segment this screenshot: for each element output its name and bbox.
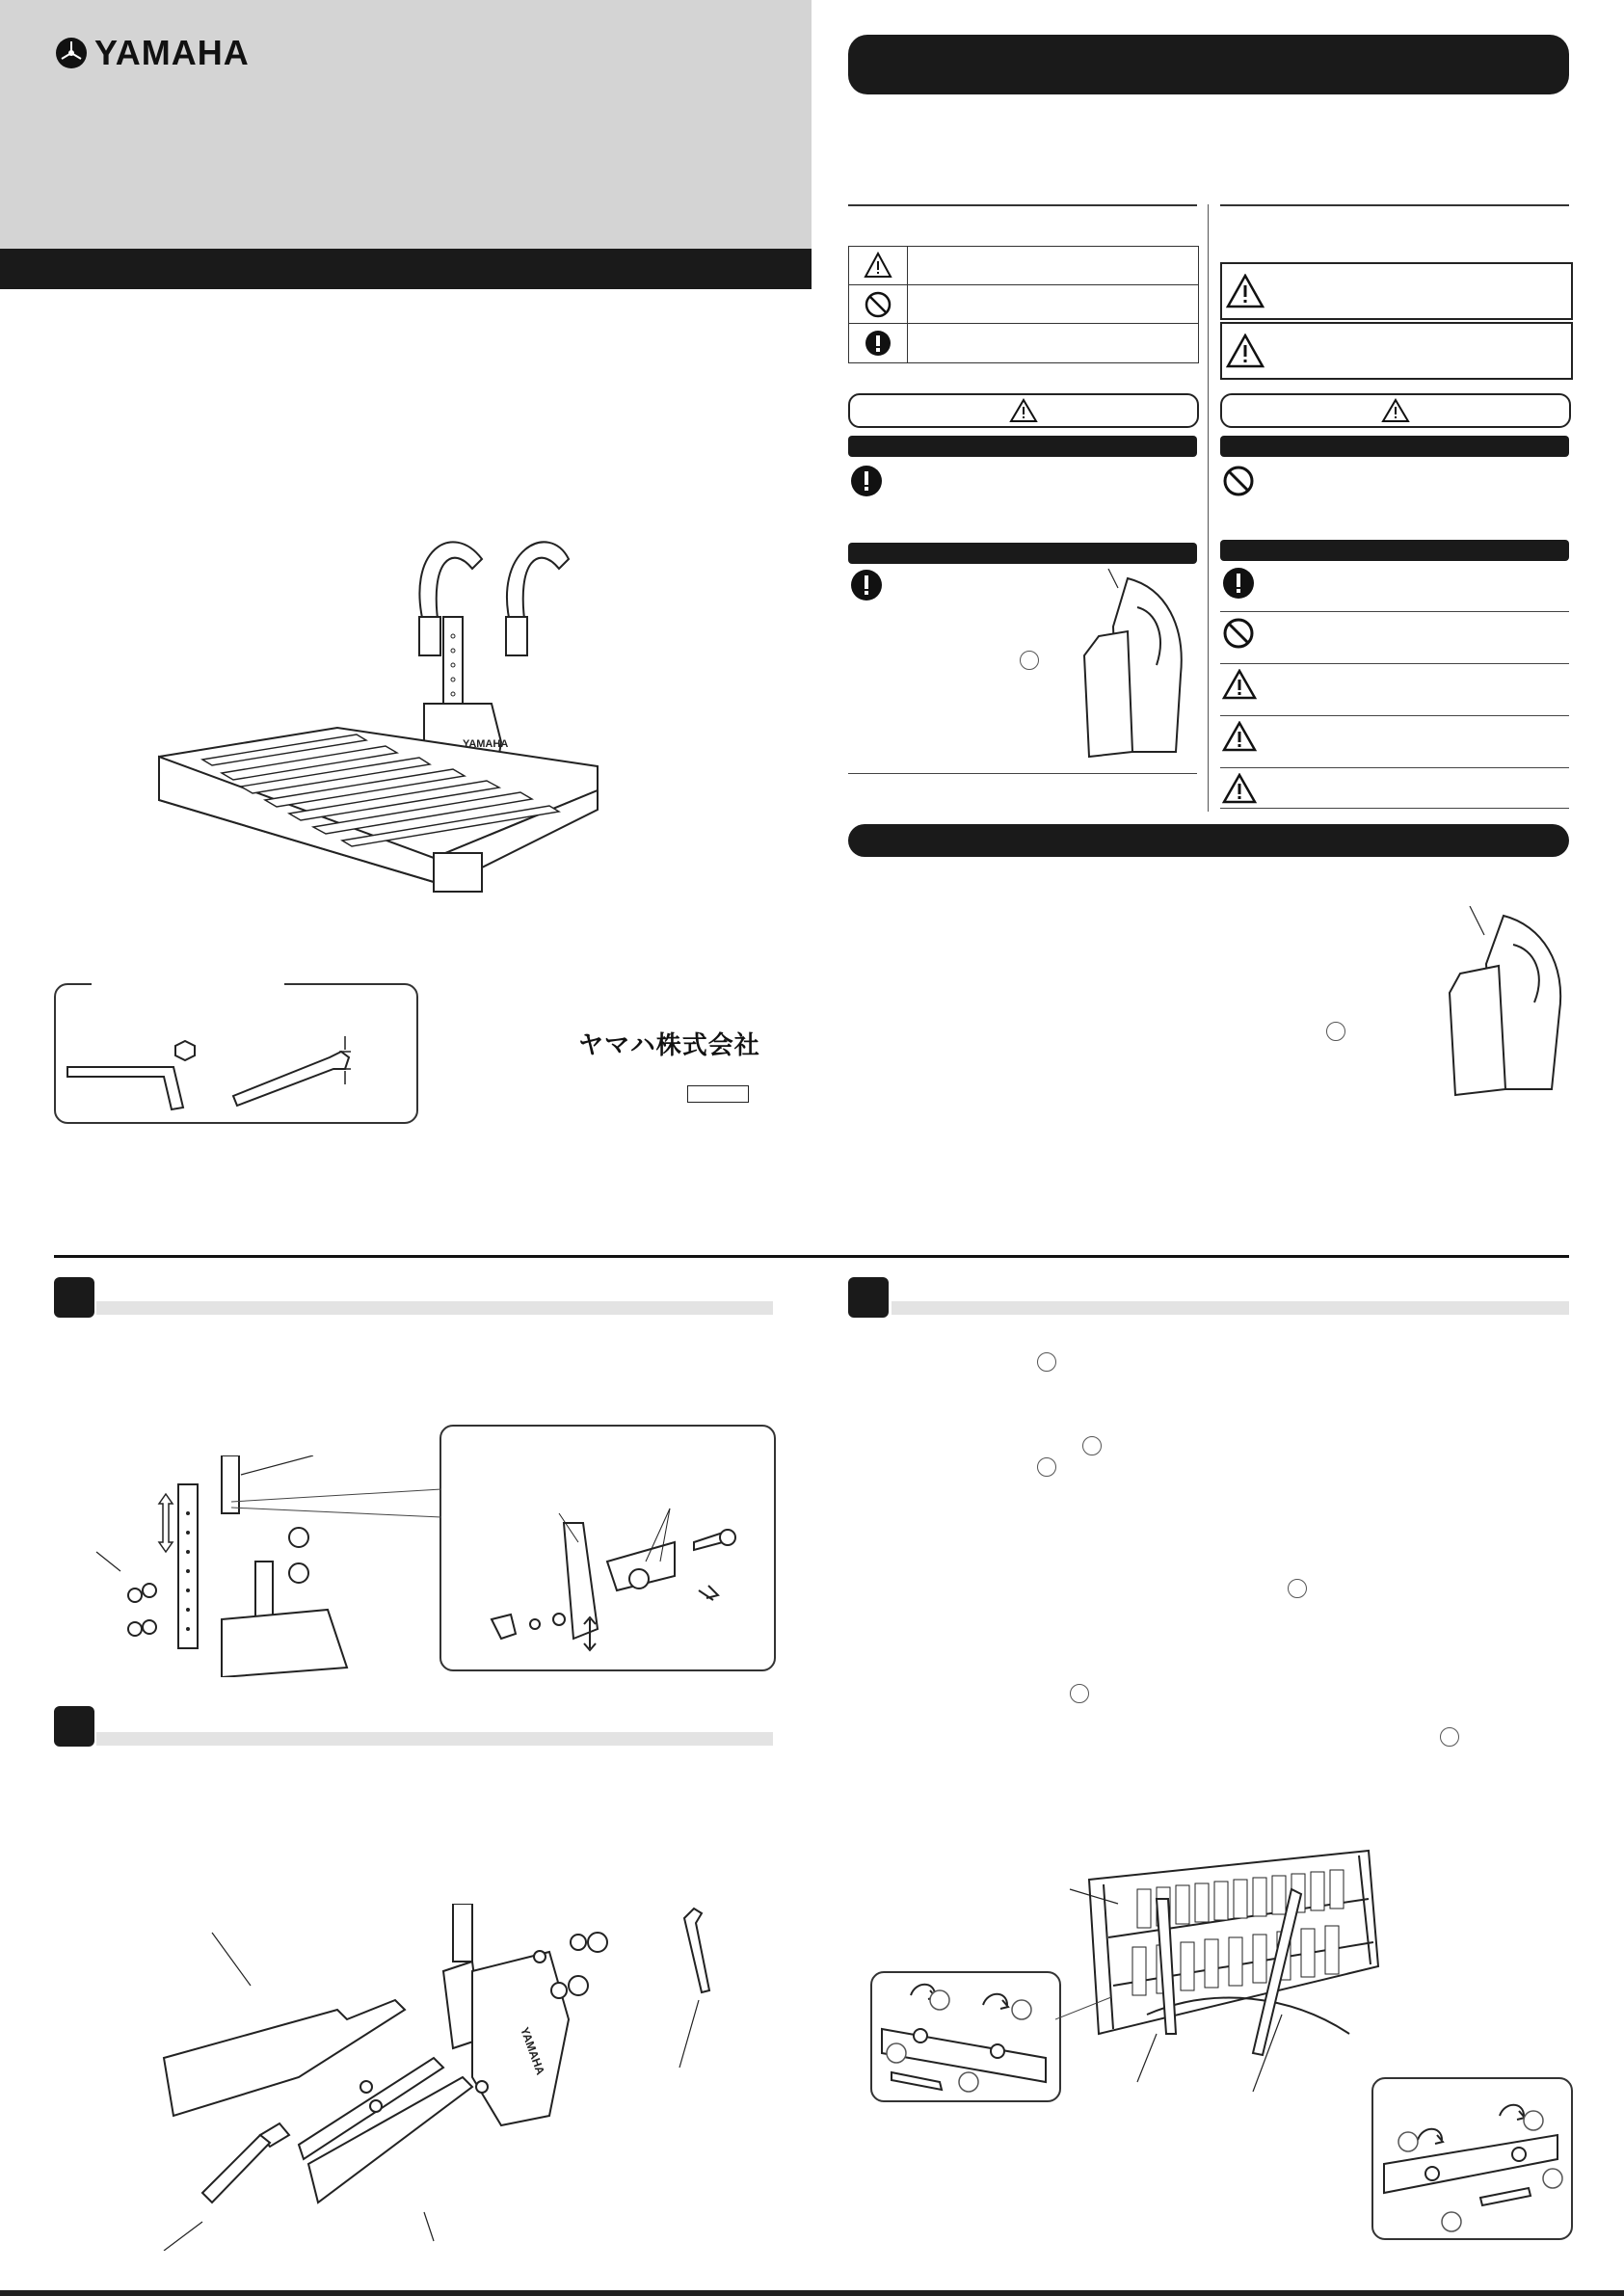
accessory-tools	[60, 1036, 407, 1113]
callout-marker	[1326, 1022, 1345, 1041]
prohibited-circle-icon	[1222, 617, 1255, 650]
hex-head-icon	[175, 1041, 195, 1060]
spanner-icon	[233, 1052, 349, 1106]
company-name: ヤマハ株式会社	[578, 1031, 760, 1060]
code-box	[687, 1085, 749, 1103]
svg-text:YAMAHA: YAMAHA	[463, 738, 509, 750]
hex-key-icon	[67, 1067, 183, 1109]
step-2-badge	[54, 1706, 94, 1747]
callout-marker	[1070, 1684, 1089, 1703]
player-wearing-carrier-illustration-large	[1426, 906, 1571, 1099]
prohibited-circle-icon	[864, 290, 892, 319]
warning-triangle-icon	[1222, 773, 1257, 804]
mandatory-exclamation-icon	[850, 569, 883, 601]
section-bar-left-1	[848, 436, 1197, 457]
step-3-detail-right-diagram	[1374, 2082, 1567, 2234]
callout-marker	[1082, 1436, 1102, 1455]
hex-key-icon	[684, 1909, 709, 1992]
prohibited-circle-icon	[1222, 465, 1255, 497]
step-2-assembly-diagram	[145, 1904, 723, 2251]
mandatory-exclamation-icon	[864, 329, 892, 358]
warning-triangle-icon	[864, 252, 892, 279]
zoom-leader-lines	[231, 1484, 443, 1523]
callout-marker	[1020, 651, 1039, 670]
warning-triangle-icon	[1222, 669, 1257, 700]
section-bar-right-1	[1220, 436, 1569, 457]
row-divider	[1220, 767, 1569, 768]
section-bar-right-2	[1220, 540, 1569, 561]
mandatory-exclamation-icon	[850, 465, 883, 497]
warning-triangle-icon	[1226, 334, 1265, 368]
step-3-instrument-mounting-diagram	[1060, 1841, 1388, 2092]
row-divider	[1220, 611, 1569, 612]
warning-definition-box	[1220, 262, 1573, 320]
step-3-badge	[848, 1277, 889, 1318]
divider-left	[848, 204, 1197, 206]
divider-right	[1220, 204, 1569, 206]
safety-heading-band	[848, 35, 1569, 94]
callout-marker	[1037, 1457, 1056, 1477]
step-1-detail-diagram	[482, 1504, 742, 1658]
row-divider	[1220, 715, 1569, 716]
warning-triangle-icon	[1381, 398, 1410, 423]
callout-marker	[1037, 1352, 1056, 1372]
mandatory-exclamation-icon	[1222, 567, 1255, 600]
symbol-legend-table	[848, 246, 1199, 363]
step-1-title-bar	[96, 1301, 773, 1315]
step-1-badge	[54, 1277, 94, 1318]
detail-leader-left	[1055, 1995, 1113, 2024]
warning-pill-left	[848, 393, 1199, 428]
column-separator	[1208, 204, 1209, 812]
warning-triangle-icon	[1226, 274, 1265, 308]
callout-marker	[1288, 1579, 1307, 1598]
accessories-box-caption-gap	[92, 975, 284, 989]
tuning-fork-emblem-icon	[54, 36, 89, 70]
row-divider	[1220, 808, 1569, 809]
warning-triangle-icon	[1222, 721, 1257, 752]
caution-pill-right	[1220, 393, 1571, 428]
warning-triangle-icon	[1009, 398, 1038, 423]
caution-definition-box	[1220, 322, 1573, 380]
step-2-title-bar	[96, 1732, 773, 1746]
step-3-detail-left-diagram	[872, 1976, 1055, 2096]
section-bar-left-2	[848, 543, 1197, 564]
callout-marker	[1440, 1727, 1459, 1747]
product-illustration	[145, 521, 617, 916]
svg-text:YAMAHA: YAMAHA	[518, 2025, 547, 2077]
page-divider	[54, 1255, 1569, 1258]
yamaha-logo	[54, 33, 250, 73]
step-3-title-bar	[892, 1301, 1569, 1315]
brand-name: YAMAHA	[94, 33, 250, 72]
title-band	[0, 249, 812, 289]
player-wearing-carrier-illustration	[1060, 569, 1195, 761]
row-divider	[848, 773, 1197, 774]
row-divider	[1220, 663, 1569, 664]
usage-heading-band	[848, 824, 1569, 857]
footer-band	[0, 2290, 1624, 2296]
